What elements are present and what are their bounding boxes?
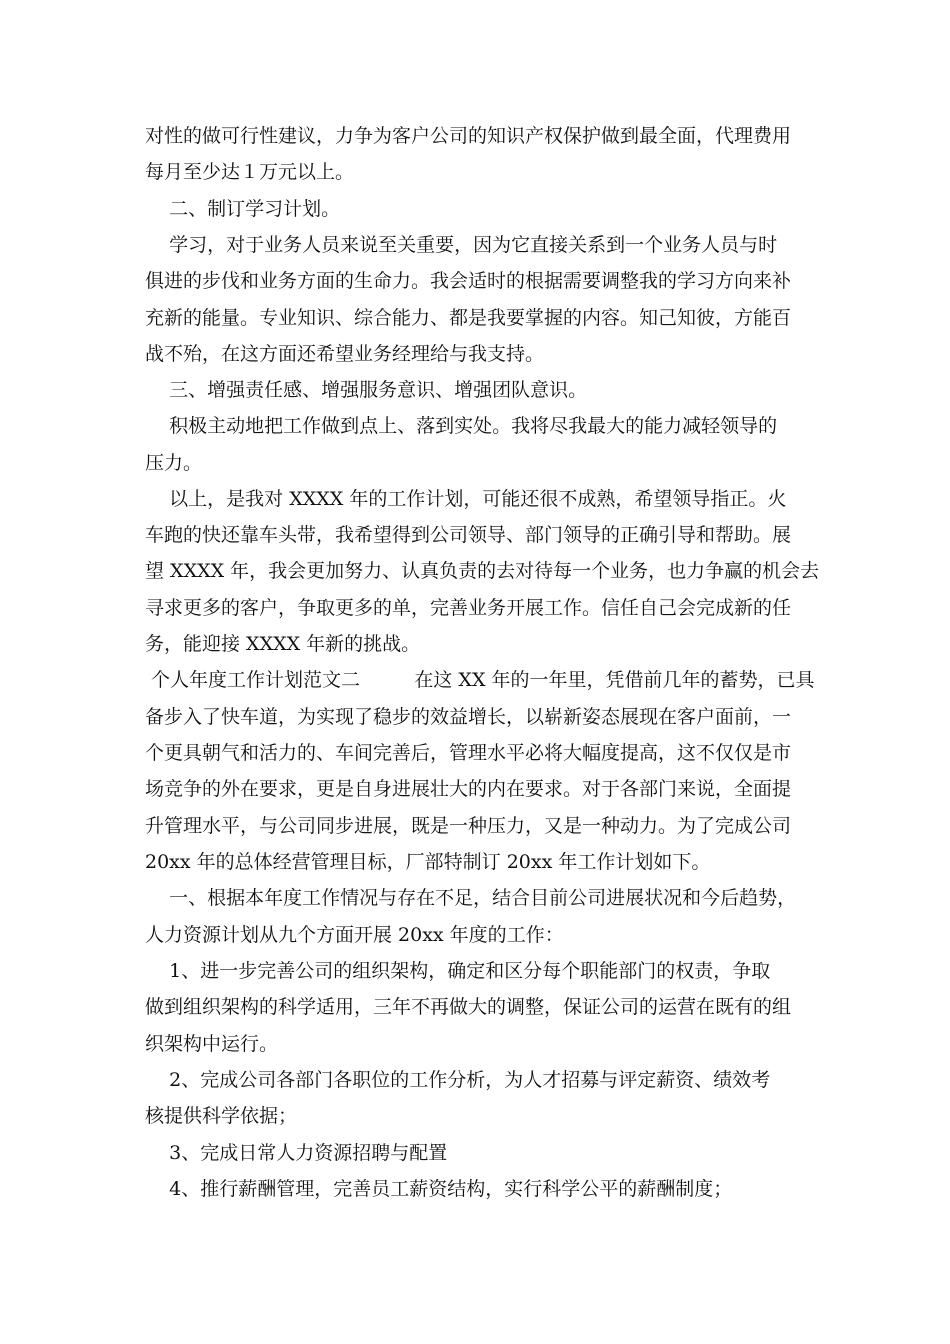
text-line: 人力资源计划从九个方面开展 20xx 年度的工作： [145,924,564,946]
section-heading: 一、根据本年度工作情况与存在不足，结合目前公司进展状况和今后趋势， [145,887,797,909]
text-line: 每月至少达１万元以上。 [145,161,355,183]
list-item: 4、推行薪酬管理，完善员工薪资结构，实行科学公平的薪酬制度； [145,1178,733,1200]
text-line: 以上，是我对 XXXX 年的工作计划，可能还很不成熟，希望领导指正。火 [145,488,787,510]
text-line: 战不殆，在这方面还希望业务经理给与我支持。 [145,343,545,365]
text-line: 备步入了快车道，为实现了稳步的效益增长，以崭新姿态展现在客户面前，一 [145,706,792,728]
text-line: 20xx 年的总体经营管理目标，厂部特制订 20xx 年工作计划如下。 [145,851,711,873]
text-line: 升管理水平，与公司同步进展，既是一种压力，又是一种动力。为了完成公司 [145,815,792,837]
list-item: 2、完成公司各部门各职位的工作分析，为人才招募与评定薪资、绩效考 [145,1069,771,1091]
text-line: 车跑的快还靠车头带，我希望得到公司领导、部门领导的正确引导和帮助。展 [145,524,792,546]
text-line: 学习，对于业务人员来说至关重要，因为它直接关系到一个业务人员与时 [145,234,778,256]
text-line: 对性的做可行性建议，力争为客户公司的知识产权保护做到最全面，代理费用 [145,125,792,147]
text-line: 场竞争的外在要求，更是自身进展壮大的内在要求。对于各部门来说，全面提 [145,778,792,800]
text-line: 个更具朝气和活力的、车间完善后，管理水平必将大幅度提高，这不仅仅是市 [145,742,792,764]
text-line: 充新的能量。专业知识、综合能力、都是我要掌握的内容。知己知彼，方能百 [145,307,792,329]
section-heading: 三、增强责任感、增强服务意识、增强团队意识。 [145,379,588,401]
text-line: 望 XXXX 年，我会更加努力、认真负责的去对待每一个业务，也力争赢的机会去 [145,560,820,582]
text-line: 务，能迎接 XXXX 年新的挑战。 [145,633,421,655]
text-line: 织架构中运行。 [145,1033,279,1055]
text-line: 压力。 [145,452,203,474]
article-title-line: 个人年度工作计划范文二 在这 XX 年的一年里，凭借前几年的蓄势，已具 [145,669,815,691]
list-item: 1、进一步完善公司的组织架构，确定和区分每个职能部门的权责，争取 [145,960,771,982]
list-item: 3、完成日常人力资源招聘与配置 [145,1142,448,1164]
text-line: 俱进的步伐和业务方面的生命力。我会适时的根据需要调整我的学习方向来补 [145,270,792,292]
text-line: 积极主动地把工作做到点上、落到实处。我将尽我最大的能力减轻领导的 [145,415,778,437]
section-heading: 二、制订学习计划。 [145,198,341,220]
text-line: 核提供科学依据； [145,1105,298,1127]
text-line: 做到组织架构的科学适用，三年不再做大的调整，保证公司的运营在既有的组 [145,996,792,1018]
text-line: 寻求更多的客户，争取更多的单，完善业务开展工作。信任自己会完成新的任 [145,597,792,619]
